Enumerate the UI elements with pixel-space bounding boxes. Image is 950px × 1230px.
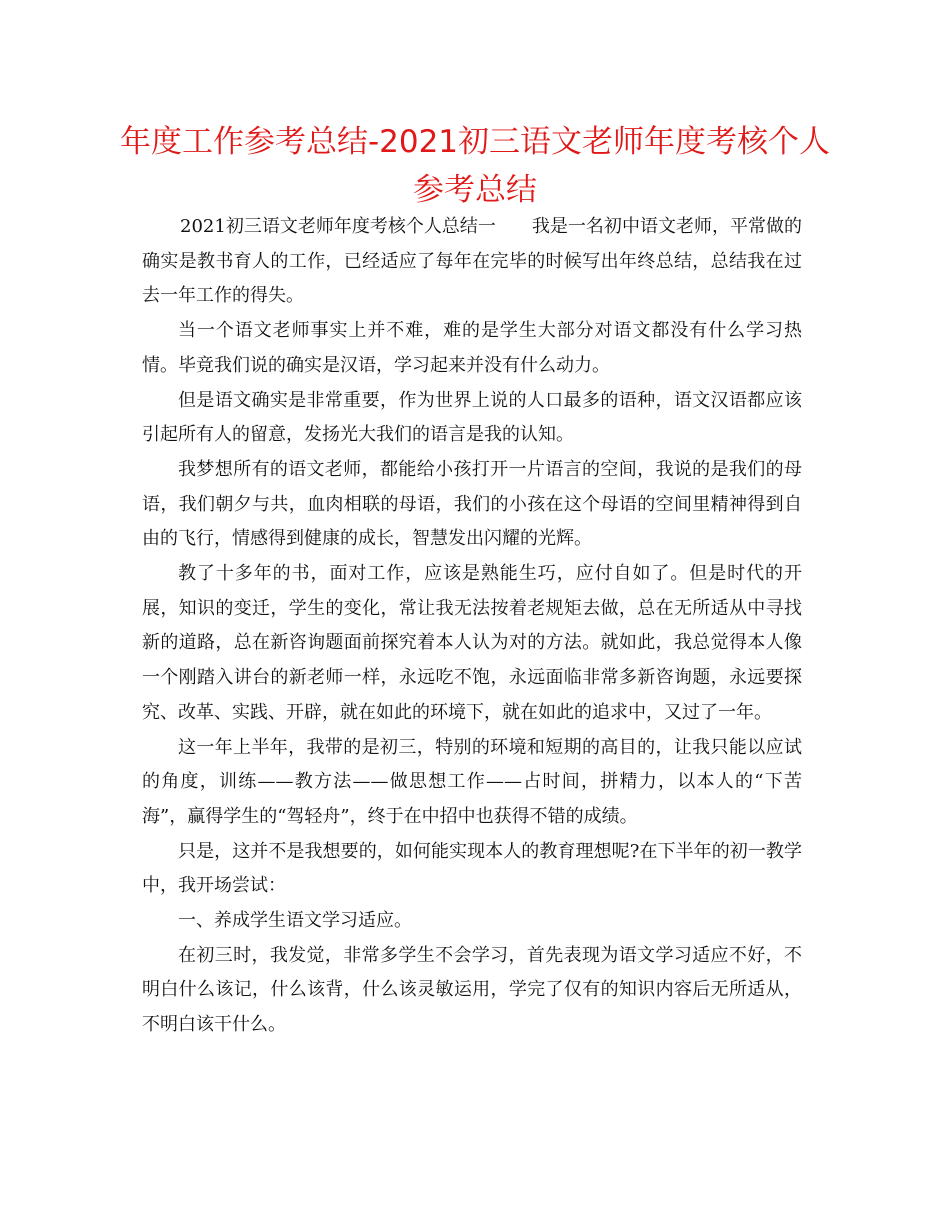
body-paragraph: 教了十多年的书，面对工作，应该是熟能生巧，应付自如了。但是时代的开展，知识的变迁，学生的变化，常让我无法按着老规矩去做，总在无所适从中寻找新的道路，总在新咨询题面前探究着本人认为对的方法。就如此，我总觉得本人像一个刚踏入讲台的新老师一样，永远吃不饱，永远面临非常多新咨询题，永远要探究、改革、实践、开辟，就在如此的环境下，就在如此的追求中，又过了一年。 bbox=[142, 563, 802, 723]
intro-text: 我是一名初中语文老师，平常做的确实是教书育人的工作，已经适应了每年在完毕的时候写出年终总结，总结我在过去一年工作的得失。 bbox=[142, 216, 802, 307]
body-paragraph: 只是，这并不是我想要的，如何能实现本人的教育理想呢?在下半年的初一教学中，我开场尝试： bbox=[142, 840, 802, 897]
document-body bbox=[142, 210, 802, 1043]
body-paragraph: 在初三时，我发觉，非常多学生不会学习，首先表现为语文学习适应不好，不明白什么该记，什么该背，什么该灵敏运用，学完了仅有的知识内容后无所适从，不明白该干什么。 bbox=[142, 944, 802, 1036]
body-paragraph: 但是语文确实是非常重要，作为世界上说的人口最多的语种，语文汉语都应该引起所有人的留意，发扬光大我们的语言是我的认知。 bbox=[142, 389, 802, 446]
document-title: 年度工作参考总结-2021初三语文老师年度考核个人参考总结 bbox=[119, 124, 831, 208]
intro-heading: 2021初三语文老师年度考核个人总结一 bbox=[180, 216, 496, 237]
intro-paragraph bbox=[142, 210, 802, 314]
body-paragraph: 我梦想所有的语文老师，都能给小孩打开一片语言的空间，我说的是我们的母语，我们朝夕与共，血肉相联的母语，我们的小孩在这个母语的空间里精神得到自由的飞行，情感得到健康的成长，智慧发出闪耀的光辉。 bbox=[142, 458, 802, 550]
section-heading: 一、养成学生语文学习适应。 bbox=[178, 910, 412, 932]
body-paragraph: 这一年上半年，我带的是初三，特别的环境和短期的高目的，让我只能以应试的角度，训练——教方法——做思想工作——占时间，拼精力，以本人的“下苦海”，赢得学生的“驾轻舟”，终于在中招中也获得不错的成绩。 bbox=[142, 736, 802, 827]
body-paragraph: 当一个语文老师事实上并不难，难的是学生大部分对语文都没有什么学习热情。毕竟我们说的确实是汉语，学习起来并没有什么动力。 bbox=[142, 320, 802, 376]
